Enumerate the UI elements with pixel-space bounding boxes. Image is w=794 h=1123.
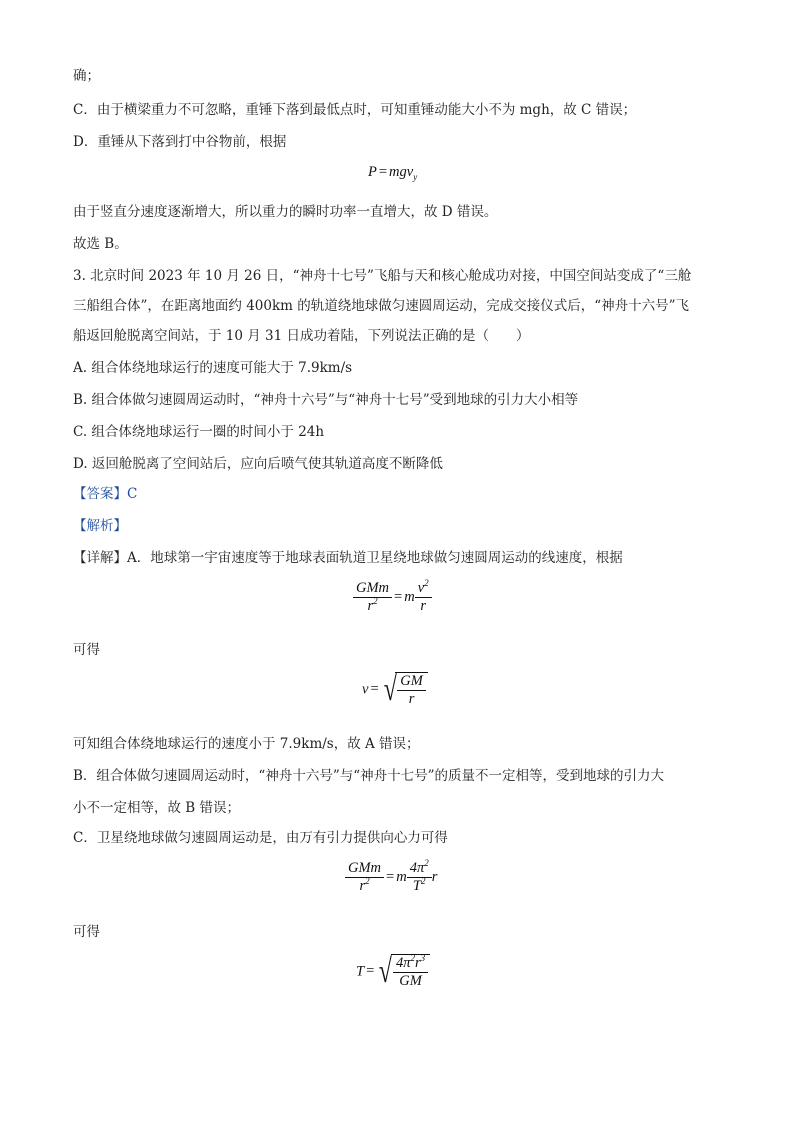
equation-gravity-centripetal: $\frac{\text{GMm}}{r^2}$ = m $\frac{v^2}{r}$ — [353, 580, 432, 615]
analysis-label: 【解析】 — [73, 518, 127, 534]
text-line: 可得 — [73, 642, 100, 658]
text-line: C．由于横梁重力不可忽略，重锤下落到最低点时，可知重锤动能大小不为 mgh，故 C 错误； — [73, 102, 637, 118]
equation-power: P = mgv$_y$ — [368, 164, 418, 182]
equation-period: T = √ $\frac{4\pi^2r^3}{GM}$ — [356, 954, 430, 990]
question-stem: 3. 北京时间 2023 年 10 月 26 日，“神舟十七号”飞船与天和核心舱成功对接，中国空间站变成了“三舱 — [73, 268, 692, 284]
option-c: C. 组合体绕地球运行一圈的时间小于 24h — [73, 424, 325, 440]
question-stem: 船返回舱脱离空间站，于 10 月 31 日成功着陆，下列说法正确的是（ ） — [73, 328, 530, 344]
text-line: 小不一定相等，故 B 错误； — [73, 800, 241, 816]
text-line: B．组合体做匀速圆周运动时，“神舟十六号”与“神舟十七号”的质量不一定相等，受到地球的引力大 — [73, 768, 665, 784]
equation-velocity: v = √ $\frac{GM}{r}$ — [362, 672, 428, 708]
text-line: D．重锤从下落到打中谷物前，根据 — [73, 134, 287, 150]
text-line: 故选 B。 — [73, 236, 128, 252]
equation-period-force: $\frac{\text{GMm}}{r^2}$ = m $\frac{4\pi^2}{T^2}$ r — [345, 860, 437, 895]
option-b: B. 组合体做匀速圆周运动时，“神舟十六号”与“神舟十七号”受到地球的引力大小相等 — [73, 392, 579, 408]
text-line: 可得 — [73, 924, 100, 940]
question-stem: 三船组合体”，在距离地面约 400km 的轨道绕地球做匀速圆周运动，完成交接仪式后，“神舟十六号”飞 — [73, 298, 690, 314]
answer-label: 【答案】C — [73, 486, 138, 502]
option-a: A. 组合体绕地球运行的速度可能大于 7.9km/s — [73, 360, 353, 376]
detail-text: 【详解】A．地球第一宇宙速度等于地球表面轨道卫星绕地球做匀速圆周运动的线速度，根据 — [73, 550, 623, 566]
text-line: 由于竖直分速度逐渐增大，所以重力的瞬时功率一直增大，故 D 错误。 — [73, 204, 498, 220]
text-line: C．卫星绕地球做匀速圆周运动是，由万有引力提供向心力可得 — [73, 830, 448, 846]
option-d: D. 返回舱脱离了空间站后，应向后喷气使其轨道高度不断降低 — [73, 456, 443, 472]
text-line: 可知组合体绕地球运行的速度小于 7.9km/s，故 A 错误； — [73, 736, 420, 752]
text-line: 确； — [73, 68, 100, 84]
